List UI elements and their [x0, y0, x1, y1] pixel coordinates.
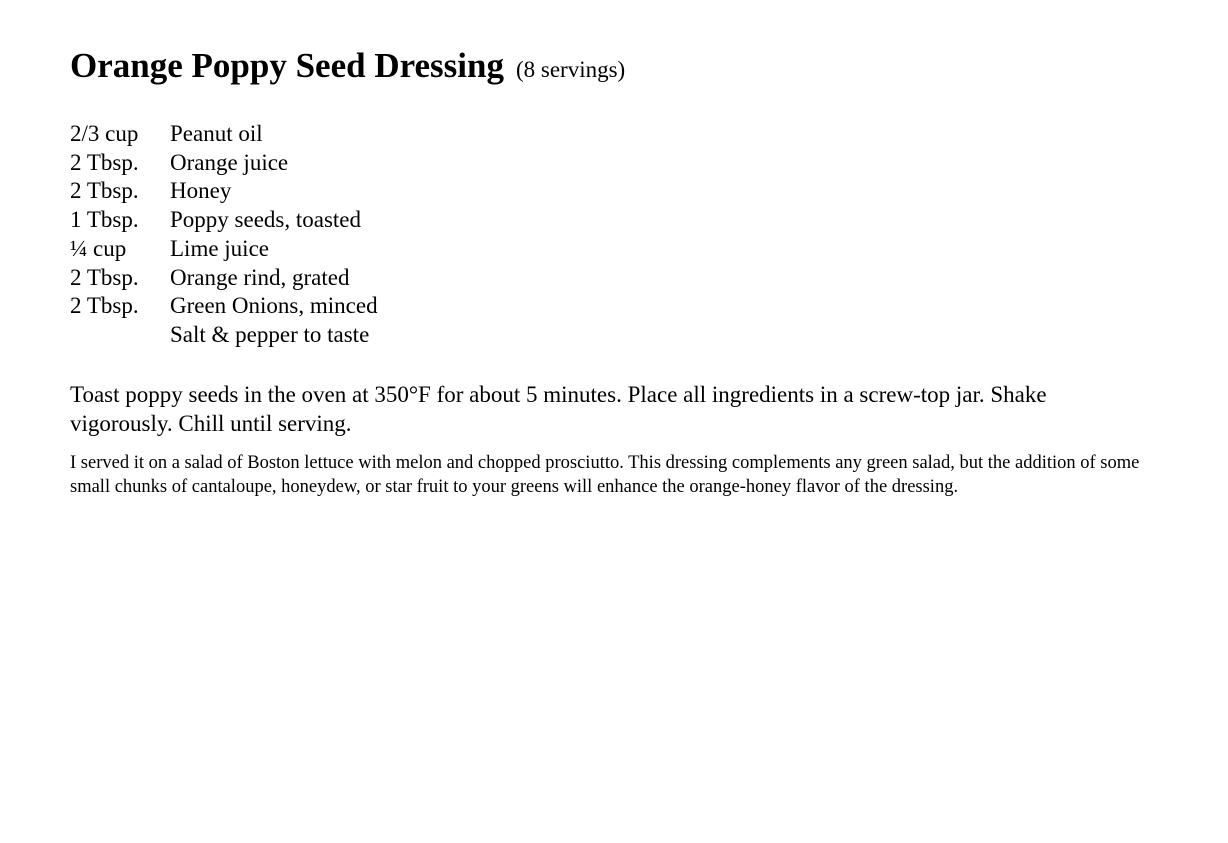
- ingredient-name: Green Onions, minced: [170, 293, 378, 319]
- ingredient-quantity: 2 Tbsp.: [70, 293, 139, 319]
- recipe-page: [70, 44, 1150, 499]
- ingredient-name: Honey: [170, 178, 232, 204]
- ingredient-row: [70, 235, 1150, 264]
- ingredient-quantity: ¼ cup: [70, 235, 127, 261]
- ingredient-quantity: 1 Tbsp.: [70, 207, 139, 233]
- ingredient-list: [70, 120, 1150, 350]
- ingredient-name: Poppy seeds, toasted: [170, 207, 362, 233]
- ingredient-row: [70, 149, 1150, 178]
- ingredient-row: [70, 321, 1150, 350]
- ingredient-row: [70, 292, 1150, 321]
- ingredient-name: Lime juice: [170, 235, 269, 261]
- ingredient-quantity: 2 Tbsp.: [70, 264, 139, 290]
- ingredient-name: Orange rind, grated: [170, 264, 350, 290]
- ingredient-quantity: 2 Tbsp.: [70, 178, 139, 204]
- ingredient-row: [70, 177, 1150, 206]
- servings-count: (8 servings): [515, 57, 626, 82]
- ingredient-row: [70, 120, 1150, 149]
- recipe-instructions: Toast poppy seeds in the oven at 350°F for about 5 minutes. Place all ingredients in a screw-top jar. Shake vigorously. Chill until serving.: [70, 381, 1047, 436]
- ingredient-name: Salt & pepper to taste: [170, 321, 370, 347]
- ingredient-quantity: 2 Tbsp.: [70, 149, 139, 175]
- ingredient-name: Orange juice: [170, 149, 289, 175]
- recipe-title: Orange Poppy Seed Dressing: [70, 46, 504, 85]
- ingredient-quantity: 2/3 cup: [70, 121, 139, 146]
- recipe-header: [70, 44, 1150, 92]
- serving-note: I served it on a salad of Boston lettuce with melon and chopped prosciutto. This dressing complements any green salad, but the addition of some small chunks of cantaloupe, honeydew, or star fruit to your greens will enhance the orange-honey flavor of the dressing.: [70, 452, 1140, 497]
- ingredient-name: Peanut oil: [170, 121, 263, 146]
- ingredient-row: [70, 206, 1150, 235]
- ingredient-quantity: [70, 321, 170, 350]
- ingredient-row: [70, 264, 1150, 293]
